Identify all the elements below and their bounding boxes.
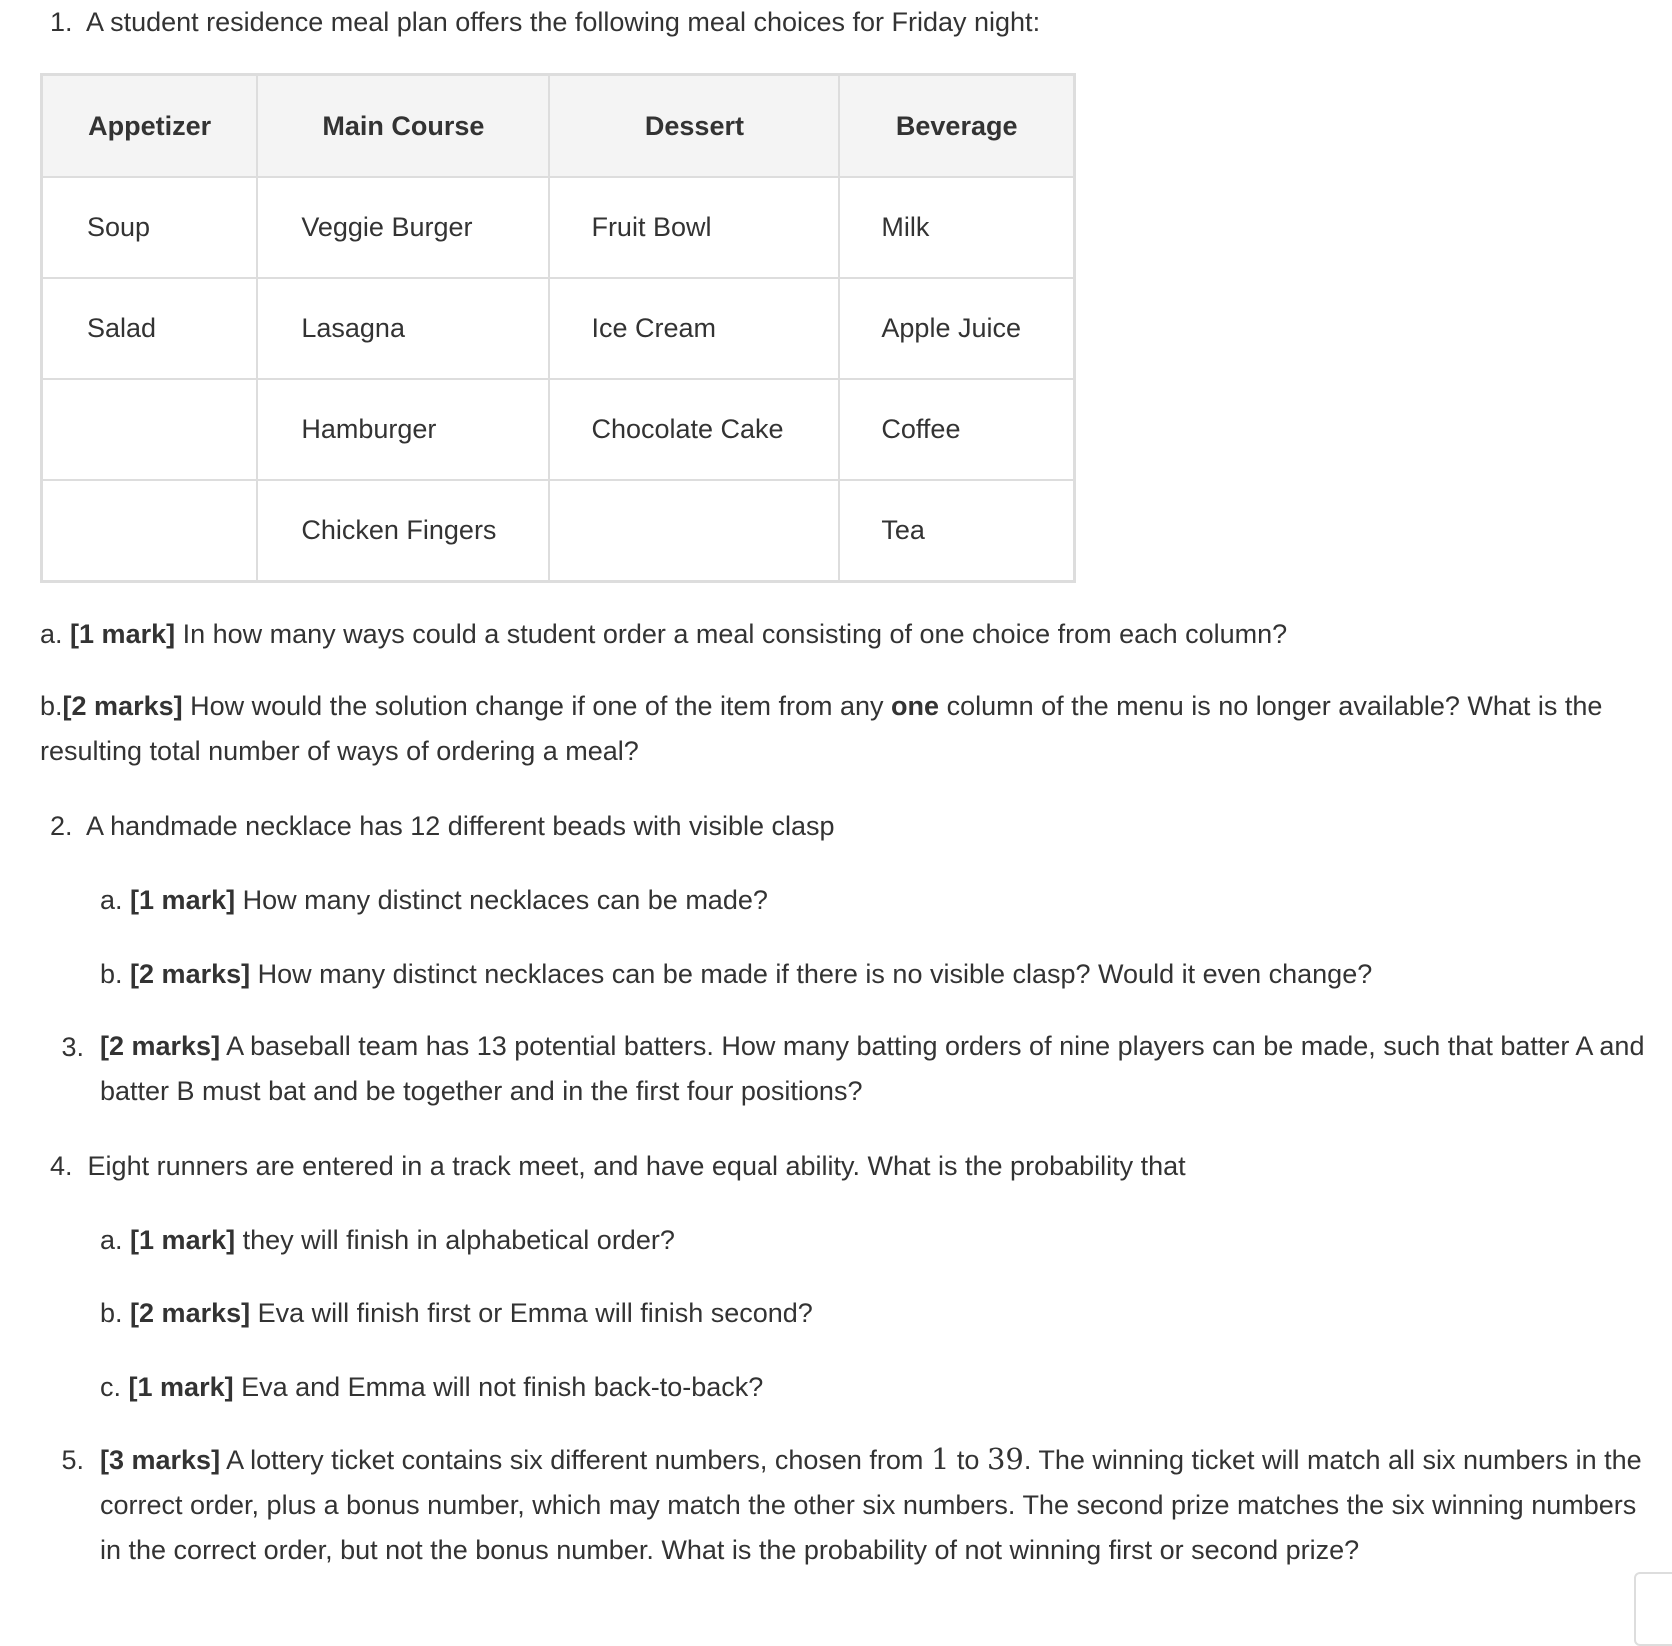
part-label: a. (40, 619, 63, 649)
table-cell: Coffee (839, 379, 1074, 480)
table-cell (42, 480, 258, 582)
table-row (42, 177, 1075, 278)
marks-label: [3 marks] (100, 1445, 221, 1475)
marks-label: [2 marks] (62, 691, 183, 721)
part-label: b. (40, 691, 63, 721)
question-text: A lottery ticket contains six different numbers, chosen from (226, 1445, 924, 1475)
table-cell: Fruit Bowl (549, 177, 839, 278)
question-text: How many distinct necklaces can be made? (242, 885, 768, 915)
question-4-intro: Eight runners are entered in a track meet, and have equal ability. What is the probability that (87, 1151, 1186, 1181)
marks-label: [2 marks] (100, 1031, 221, 1061)
question-text: . The winning ticket will match all six numbers in the correct order, plus a bonus number, which may match the other six numbers. The second prize matches the six winning numbers in the correct order, but not the bonus number. What is the probability of not winning first or second prize? (100, 1445, 1642, 1565)
table-cell: Hamburger (257, 379, 549, 480)
question-2-intro: A handmade necklace has 12 different beads with visible clasp (86, 811, 835, 841)
table-cell: Ice Cream (549, 278, 839, 379)
table-cell: Milk (839, 177, 1074, 278)
question-4-header (50, 1150, 1186, 1182)
question-1b (40, 684, 1650, 774)
question-text: In how many ways could a student order a meal consisting of one choice from each column? (182, 619, 1288, 649)
question-2a (100, 884, 768, 916)
table-cell: Soup (42, 177, 258, 278)
table-cell: Veggie Burger (257, 177, 549, 278)
question-2b (100, 958, 1372, 990)
table-row (42, 278, 1075, 379)
question-number: 5. (61, 1445, 84, 1475)
question-1-header (50, 6, 1040, 38)
question-4b (100, 1297, 813, 1329)
question-number: 4. (50, 1151, 73, 1181)
marks-label: [2 marks] (130, 959, 251, 989)
table-cell (42, 379, 258, 480)
part-label: b. (100, 959, 123, 989)
question-text: Eva and Emma will not finish back-to-back? (241, 1372, 764, 1402)
question-text: they will finish in alphabetical order? (242, 1225, 675, 1255)
math-number: 1 (930, 1442, 950, 1476)
question-3 (100, 1024, 1650, 1114)
table-cell: Chocolate Cake (549, 379, 839, 480)
question-5 (100, 1437, 1645, 1573)
question-text: to (956, 1445, 980, 1475)
question-2-header (50, 810, 835, 842)
question-number: 2. (50, 811, 73, 841)
column-header-dessert: Dessert (549, 75, 839, 178)
table-cell: Salad (42, 278, 258, 379)
marks-label: [2 marks] (130, 1298, 251, 1328)
part-label: b. (100, 1298, 123, 1328)
marks-label: [1 mark] (128, 1372, 234, 1402)
table-cell (549, 480, 839, 582)
question-4a (100, 1224, 675, 1256)
question-4c (100, 1371, 763, 1403)
meal-choices-table (40, 73, 1076, 583)
question-text: How would the solution change if one of the item from any (190, 691, 884, 721)
marks-label: [1 mark] (130, 885, 236, 915)
column-header-beverage: Beverage (839, 75, 1074, 178)
question-number: 1. (50, 7, 73, 37)
emphasis-word: one (891, 691, 940, 721)
part-label: a. (100, 885, 123, 915)
table-cell: Lasagna (257, 278, 549, 379)
question-1a (40, 618, 1287, 650)
question-text: A baseball team has 13 potential batters. How many batting orders of nine players can be made, such that batter A and batter B must bat and be together and in the first four positions? (100, 1031, 1645, 1106)
table-row (42, 480, 1075, 582)
question-number: 3. (61, 1032, 84, 1062)
question-1-intro: A student residence meal plan offers the following meal choices for Friday night: (86, 7, 1041, 37)
table-cell: Chicken Fingers (257, 480, 549, 582)
column-header-appetizer: Appetizer (42, 75, 258, 178)
table-cell: Apple Juice (839, 278, 1074, 379)
question-text: Eva will finish first or Emma will finish second? (257, 1298, 813, 1328)
part-label: c. (100, 1372, 122, 1402)
part-label: a. (100, 1225, 123, 1255)
table-cell: Tea (839, 480, 1074, 582)
table-header-row (42, 75, 1075, 178)
math-number: 39 (986, 1442, 1024, 1476)
question-text: How many distinct necklaces can be made if there is no visible clasp? Would it even change? (257, 959, 1373, 989)
page-corner-widget (1634, 1572, 1672, 1646)
table-row (42, 379, 1075, 480)
column-header-main-course: Main Course (257, 75, 549, 178)
marks-label: [1 mark] (70, 619, 176, 649)
marks-label: [1 mark] (130, 1225, 236, 1255)
question-text: column of the menu is no longer available? What is the resulting total number of ways of ordering a meal? (40, 691, 1603, 766)
